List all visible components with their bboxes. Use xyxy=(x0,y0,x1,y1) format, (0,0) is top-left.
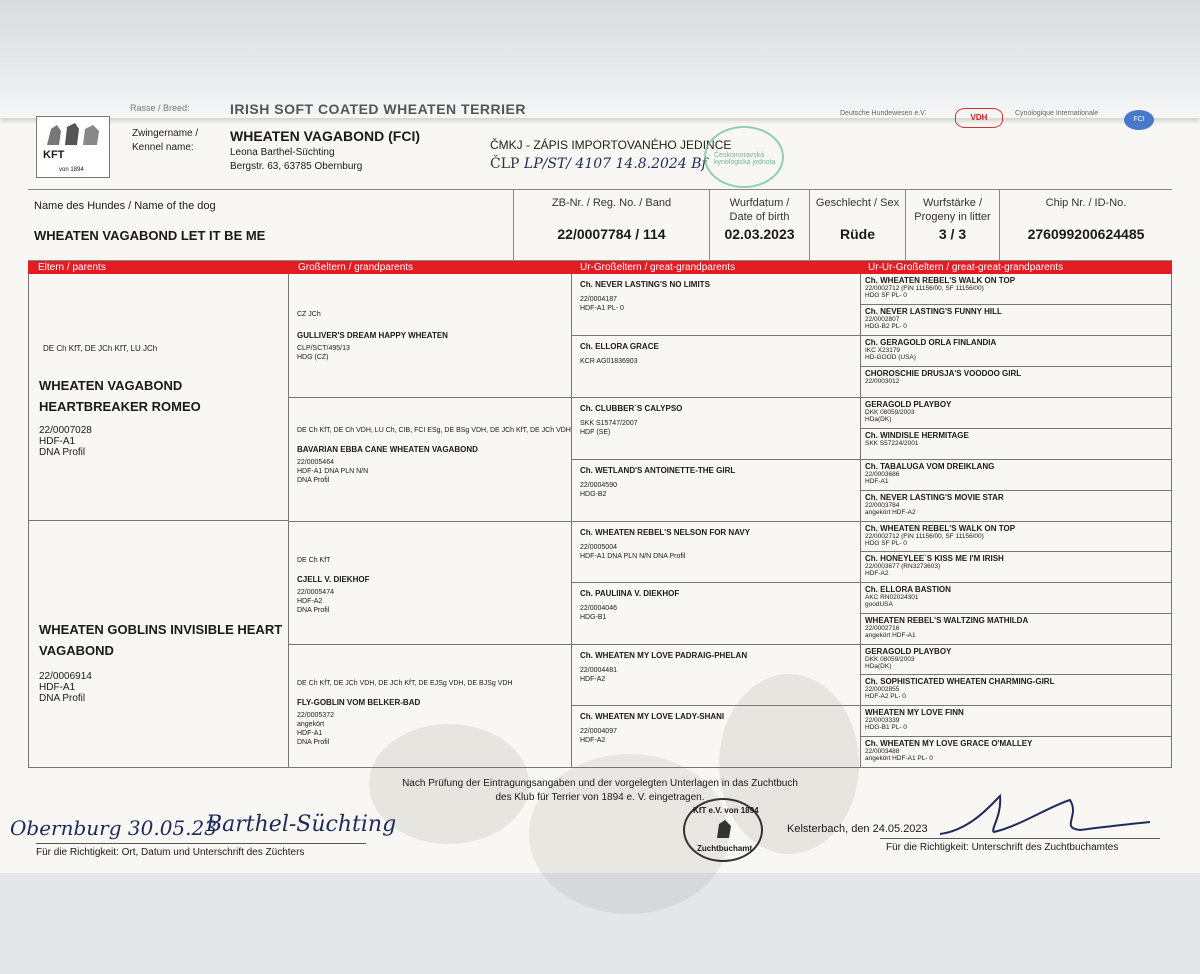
ggp-box xyxy=(861,305,1172,336)
sire-name-line2: HEARTBREAKER ROMEO xyxy=(39,399,201,414)
great-grandparent-name: Ch. WHEATEN MY LOVE PADRAIG-PHELAN xyxy=(580,651,748,660)
great-grandparent-box xyxy=(572,645,860,706)
dog-name-label: Name des Hundes / Name of the dog xyxy=(34,200,216,212)
chip-cell xyxy=(1000,190,1172,262)
great-grandparents-column xyxy=(572,274,861,768)
dob-label-en: Date of birth xyxy=(729,211,790,223)
ggp-line1: AKC RN02024301 xyxy=(865,594,919,601)
breeder-address: Bergstr. 63, 63785 Obernburg xyxy=(230,161,363,172)
ggp-box xyxy=(861,583,1172,614)
top-paper-strip xyxy=(0,0,1200,118)
ggp-line2: angekört HDF-A1 PL- 0 xyxy=(865,755,933,762)
dob-cell xyxy=(710,190,810,262)
office-signature-line xyxy=(880,838,1160,839)
grandparent-line1: 22/0005464 xyxy=(297,459,334,466)
great-grandparent-line2: HDG-B1 xyxy=(580,614,607,621)
ggp-box xyxy=(861,675,1172,706)
grandparent-line3: DNA Profil xyxy=(297,607,330,614)
dob-label-de: Wurfdatum / xyxy=(729,197,790,209)
great-grandparent-line1: 22/0004097 xyxy=(580,728,617,735)
sire-hd: HDF-A1 xyxy=(39,436,76,447)
office-caption: Für die Richtigkeit: Unterschrift des Zuchtbuchamtes xyxy=(886,842,1119,853)
great-grandparent-line1: SKK S15747/2007 xyxy=(580,420,638,427)
sire-box xyxy=(29,274,288,521)
ggp-line2: HDF-A2 PL- 0 xyxy=(865,693,906,700)
kft-logo xyxy=(36,116,110,178)
ggp-box xyxy=(861,367,1172,398)
grandparent-titles: DE Ch KfT, DE Ch VDH, LU Ch, CIB, FCI ESg, DE BSg VDH, DE JCh KfT, DE JCh VDH xyxy=(297,427,571,434)
ggp-line1: 22/0002716 xyxy=(865,625,900,632)
ggp-line1: 22/0003677 (RN3273603) xyxy=(865,563,941,570)
breeder-signature-line xyxy=(36,843,366,844)
grandparent-name: GULLIVER'S DREAM HAPPY WHEATEN xyxy=(297,331,448,340)
parents-column xyxy=(29,274,289,768)
great-grandparent-line2: HDF-A1 DNA PLN N/N DNA Profil xyxy=(580,553,686,560)
zuchtbuchamt-seal xyxy=(683,798,763,862)
dogs-emblem-icon xyxy=(41,121,105,147)
clp-handwritten: LP/ST/ 4107 14.8.2024 Bf xyxy=(523,156,707,172)
great-grandparent-line2: HDG-B2 xyxy=(580,491,607,498)
parents-header: Eltern / parents xyxy=(38,262,106,273)
chip-label: Chip Nr. / ID-No. xyxy=(1045,197,1127,209)
breeder-info xyxy=(230,146,362,174)
sex-value: Rüde xyxy=(840,226,875,242)
ggp-name: Ch. SOPHISTICATED WHEATEN CHARMING-GIRL xyxy=(865,677,1055,686)
office-place-date: Kelsterbach, den 24.05.2023 xyxy=(787,823,928,835)
breeder-name: Leona Barthel-Süchting xyxy=(230,147,335,158)
ggp-box xyxy=(861,429,1172,460)
clp-label xyxy=(490,156,707,172)
grandparent-titles: DE Ch KfT xyxy=(297,557,331,564)
grandparents-column xyxy=(289,274,572,768)
grandparent-box xyxy=(289,398,571,522)
great-grandparent-box xyxy=(572,522,860,583)
grandparent-box xyxy=(289,522,571,645)
kennel-name-label: Kennel name: xyxy=(132,142,194,153)
dam-dna: DNA Profil xyxy=(39,693,86,704)
ggp-box xyxy=(861,336,1172,367)
sire-name-line1: WHEATEN VAGABOND xyxy=(39,378,183,393)
logo-text: KFT xyxy=(43,149,65,161)
grandparent-name: BAVARIAN EBBA CANE WHEATEN VAGABOND xyxy=(297,445,478,454)
grandparent-line2: HDF-A2 xyxy=(297,598,323,605)
great-grandparent-name: Ch. PAULIINA V. DIEKHOF xyxy=(580,589,680,598)
great-grandparent-box xyxy=(572,460,860,522)
great-grandparent-line2: HDF-A2 xyxy=(580,737,606,744)
great-grandparent-name: Ch. WHEATEN MY LOVE LADY-SHANI xyxy=(580,712,725,721)
great-grandparent-line1: 22/0004046 xyxy=(580,605,617,612)
ggp-box xyxy=(861,706,1172,737)
great-grandparent-name: Ch. WHEATEN REBEL'S NELSON FOR NAVY xyxy=(580,528,751,537)
registration-line1: Nach Prüfung der Eintragungsangaben und der vorgelegten Unterlagen in das Zuchtbuch xyxy=(402,778,798,789)
ggp-line2: HDG-B2 PL- 0 xyxy=(865,323,907,330)
dog-info-row xyxy=(28,189,1172,261)
great-grandparent-box xyxy=(572,398,860,460)
great-grandparent-name: Ch. NEVER LASTING'S NO LIMITS xyxy=(580,280,710,289)
ggp-line1: 22/0002712 (FIN 11156/00, SF 11156/00) xyxy=(865,285,984,292)
ggp-name: Ch. TABALUGA VOM DREIKLANG xyxy=(865,462,995,471)
grandparent-name: FLY-GOBLIN VOM BELKER-BAD xyxy=(297,698,421,707)
litter-label-en: Progeny in litter xyxy=(914,211,991,223)
ggp-name: Ch. ELLORA BASTION xyxy=(865,585,951,594)
ggp-name: CHOROSCHIE DRUSJA'S VOODOO GIRL xyxy=(865,369,1022,378)
dam-name-line1: WHEATEN GOBLINS INVISIBLE HEART xyxy=(39,622,283,637)
great-grandparent-line1: 22/0005004 xyxy=(580,544,617,551)
reg-value: 22/0007784 / 114 xyxy=(557,226,666,242)
ggp-line1: DKK 08059/2003 xyxy=(865,656,915,663)
handwritten-place-date: Obernburg 30.05.23 xyxy=(10,816,217,840)
litter-label-de: Wurfstärke / xyxy=(922,197,983,209)
great-grandparent-name: Ch. CLUBBER`S CALYPSO xyxy=(580,404,683,413)
dam-hd: HDF-A1 xyxy=(39,682,76,693)
great-grandparents-header: Ur-Großeltern / great-grandparents xyxy=(580,262,736,273)
ggp-name: Ch. WINDISLE HERMITAGE xyxy=(865,431,969,440)
ggp-name: Ch. WHEATEN REBEL'S WALK ON TOP xyxy=(865,276,1016,285)
dob-label xyxy=(710,190,809,224)
ggp-line2: HDG SF PL- 0 xyxy=(865,292,907,299)
ggp-name: Ch. WHEATEN REBEL'S WALK ON TOP xyxy=(865,524,1016,533)
ggp-line2: goodUSA xyxy=(865,601,893,608)
grandparent-box xyxy=(289,274,571,398)
ggp-line2: HDa(DK) xyxy=(865,663,892,670)
ggp-name: WHEATEN REBEL'S WALTZING MATHILDA xyxy=(865,616,1029,625)
seal-top-text: KfT e.V. von 1894 xyxy=(693,806,759,815)
ggp-line1: IKC X23179 xyxy=(865,347,901,354)
litter-value: 3 / 3 xyxy=(938,226,967,242)
ggp-line1: 22/0003012 xyxy=(865,378,900,385)
ggp-box xyxy=(861,522,1172,552)
ggp-name: WHEATEN MY LOVE FINN xyxy=(865,708,964,717)
dog-name: WHEATEN VAGABOND LET IT BE ME xyxy=(34,228,266,243)
great-great-grandparents-header: Ur-Ur-Großeltern / great-great-grandparents xyxy=(868,262,1064,273)
cmkj-stamp xyxy=(704,126,784,188)
ggp-line2: HDG SF PL- 0 xyxy=(865,540,907,547)
logo-year: von 1894 xyxy=(59,167,84,173)
fci-logo: FCI xyxy=(1124,110,1154,130)
reg-label: ZB-Nr. / Reg. No. / Band xyxy=(551,197,672,209)
grandparent-line2: angekört xyxy=(297,721,325,728)
breeder-caption: Für die Richtigkeit: Ort, Datum und Unterschrift des Züchters xyxy=(36,847,305,858)
ggp-name: Ch. NEVER LASTING'S FUNNY HILL xyxy=(865,307,1002,316)
litter-label xyxy=(906,190,999,224)
great-grandparent-line2: HDF (SE) xyxy=(580,429,611,436)
reg-cell xyxy=(514,190,710,262)
dog-name-cell xyxy=(28,190,514,262)
ggp-line2: angekört HDF-A2 xyxy=(865,509,916,516)
sire-titles: DE Ch KfT, DE JCh KfT, LU JCh xyxy=(43,344,158,353)
ggp-line2: HDG-B1 PL- 0 xyxy=(865,724,907,731)
dam-reg: 22/0006914 xyxy=(39,671,92,682)
ggp-line1: 22/0003686 xyxy=(865,471,900,478)
ggp-name: Ch. HONEYLEE`S KISS ME I'M IRISH xyxy=(865,554,1004,563)
kennel-name: WHEATEN VAGABOND (FCI) xyxy=(230,128,421,144)
great-grandparent-line1: 22/0004590 xyxy=(580,482,617,489)
ggp-line1: 22/0002807 xyxy=(865,316,900,323)
sire-dna: DNA Profil xyxy=(39,447,86,458)
grandparents-header: Großeltern / grandparents xyxy=(298,262,414,273)
generation-header-bar xyxy=(28,261,1172,274)
ggp-box xyxy=(861,491,1172,522)
great-grandparent-box xyxy=(572,706,860,768)
grandparent-titles: DE Ch KfT, DE JCh VDH, DE JCh KfT, DE EJSg VDH, DE BJSg VDH xyxy=(297,680,513,687)
ggp-line1: SKK S57224/2001 xyxy=(865,440,919,447)
ggp-box xyxy=(861,737,1172,768)
great-grandparent-name: Ch. WETLAND'S ANTOINETTE-THE GIRL xyxy=(580,466,736,475)
ggp-line1: 22/0003339 xyxy=(865,717,900,724)
ggp-box xyxy=(861,552,1172,583)
pedigree-table xyxy=(28,274,1172,768)
great-grandparent-name: Ch. ELLORA GRACE xyxy=(580,342,659,351)
dh-label: Deutsche Hundewesen e.V. xyxy=(840,110,927,117)
great-grandparent-box xyxy=(572,274,860,336)
dam-name-line2: VAGABOND xyxy=(39,643,114,658)
ggp-box xyxy=(861,645,1172,675)
great-great-grandparents-column xyxy=(861,274,1172,768)
ggp-line1: 22/0003488 xyxy=(865,748,900,755)
sire-reg: 22/0007028 xyxy=(39,425,92,436)
grandparent-line2: HDF-A1 DNA PLN N/N xyxy=(297,468,369,475)
ggp-line1: 22/0003784 xyxy=(865,502,900,509)
ggp-line2: HDa(DK) xyxy=(865,416,892,423)
zwingername-label: Zwingername / xyxy=(132,128,199,139)
dob-value: 02.03.2023 xyxy=(724,226,795,242)
ggp-line2: HD-GOOD (USA) xyxy=(865,354,916,361)
ggp-box xyxy=(861,398,1172,429)
ci-label: Cynologique Internationale xyxy=(1015,110,1099,117)
grandparent-titles: CZ JCh xyxy=(297,311,321,318)
ggp-box xyxy=(861,460,1172,491)
ggp-name: Ch. GERAGOLD ORLA FINLANDIA xyxy=(865,338,997,347)
ggp-line1: 22/0002712 (FIN 11156/00, SF 11156/00) xyxy=(865,533,984,540)
dam-box xyxy=(29,521,288,768)
sex-cell xyxy=(810,190,906,262)
sex-label: Geschlecht / Sex xyxy=(815,197,900,209)
grandparent-line1: 22/0005372 xyxy=(297,712,334,719)
dog-head-icon xyxy=(713,818,735,840)
great-grandparent-line1: 22/0004481 xyxy=(580,667,617,674)
grandparent-line4: DNA Profil xyxy=(297,739,330,746)
ggp-line2: HDF-A2 xyxy=(865,570,889,577)
ggp-name: Ch. WHEATEN MY LOVE GRACE O'MALLEY xyxy=(865,739,1033,748)
office-signature-icon xyxy=(930,786,1160,846)
ggp-box xyxy=(861,274,1172,305)
ggp-name: GERAGOLD PLAYBOY xyxy=(865,647,952,656)
grandparent-line3: HDF-A1 xyxy=(297,730,323,737)
grandparent-name: CJELL V. DIEKHOF xyxy=(297,575,370,584)
ggp-line1: DKK 08059/2003 xyxy=(865,409,915,416)
ggp-line2: angekört HDF-A1 xyxy=(865,632,916,639)
cmkj-import-note: ČMKJ - ZÁPIS IMPORTOVANÉHO JEDINCE xyxy=(490,138,732,152)
registration-line2: des Klub für Terrier von 1894 e. V. eingetragen. xyxy=(495,792,705,803)
seal-bottom-text: Zuchtbuchamt xyxy=(697,844,753,853)
grandparent-line2: HDG (CZ) xyxy=(297,354,329,361)
ggp-box xyxy=(861,614,1172,645)
great-grandparent-line1: 22/0004187 xyxy=(580,296,617,303)
clp-text: ČLP xyxy=(490,156,520,172)
great-grandparent-line1: KCR AG01836903 xyxy=(580,358,638,365)
stamp-text: Českomoravská kynologická jednota xyxy=(714,152,776,166)
breeder-signature: Barthel-Süchting xyxy=(206,812,397,837)
grandparent-box xyxy=(289,645,571,768)
great-grandparent-box xyxy=(572,583,860,645)
grandparent-line3: DNA Profil xyxy=(297,477,330,484)
ggp-name: GERAGOLD PLAYBOY xyxy=(865,400,952,409)
grandparent-line1: CLP/SCT/495/13 xyxy=(297,345,350,352)
grandparent-line1: 22/0005474 xyxy=(297,589,334,596)
ggp-line2: HDF-A1 xyxy=(865,478,889,485)
rasse-label-cut: Rasse / Breed: xyxy=(130,103,190,113)
breed-title-cut: IRISH SOFT COATED WHEATEN TERRIER xyxy=(230,101,526,117)
ggp-line1: 22/0002855 xyxy=(865,686,900,693)
vdh-logo: VDH xyxy=(955,108,1003,128)
litter-cell xyxy=(906,190,1000,262)
great-grandparent-line2: HDF-A2 xyxy=(580,676,606,683)
ggp-name: Ch. NEVER LASTING'S MOVIE STAR xyxy=(865,493,1004,502)
great-grandparent-box xyxy=(572,336,860,398)
great-grandparent-line2: HDF-A1 PL- 0 xyxy=(580,305,624,312)
chip-value: 276099200624485 xyxy=(1027,226,1145,242)
